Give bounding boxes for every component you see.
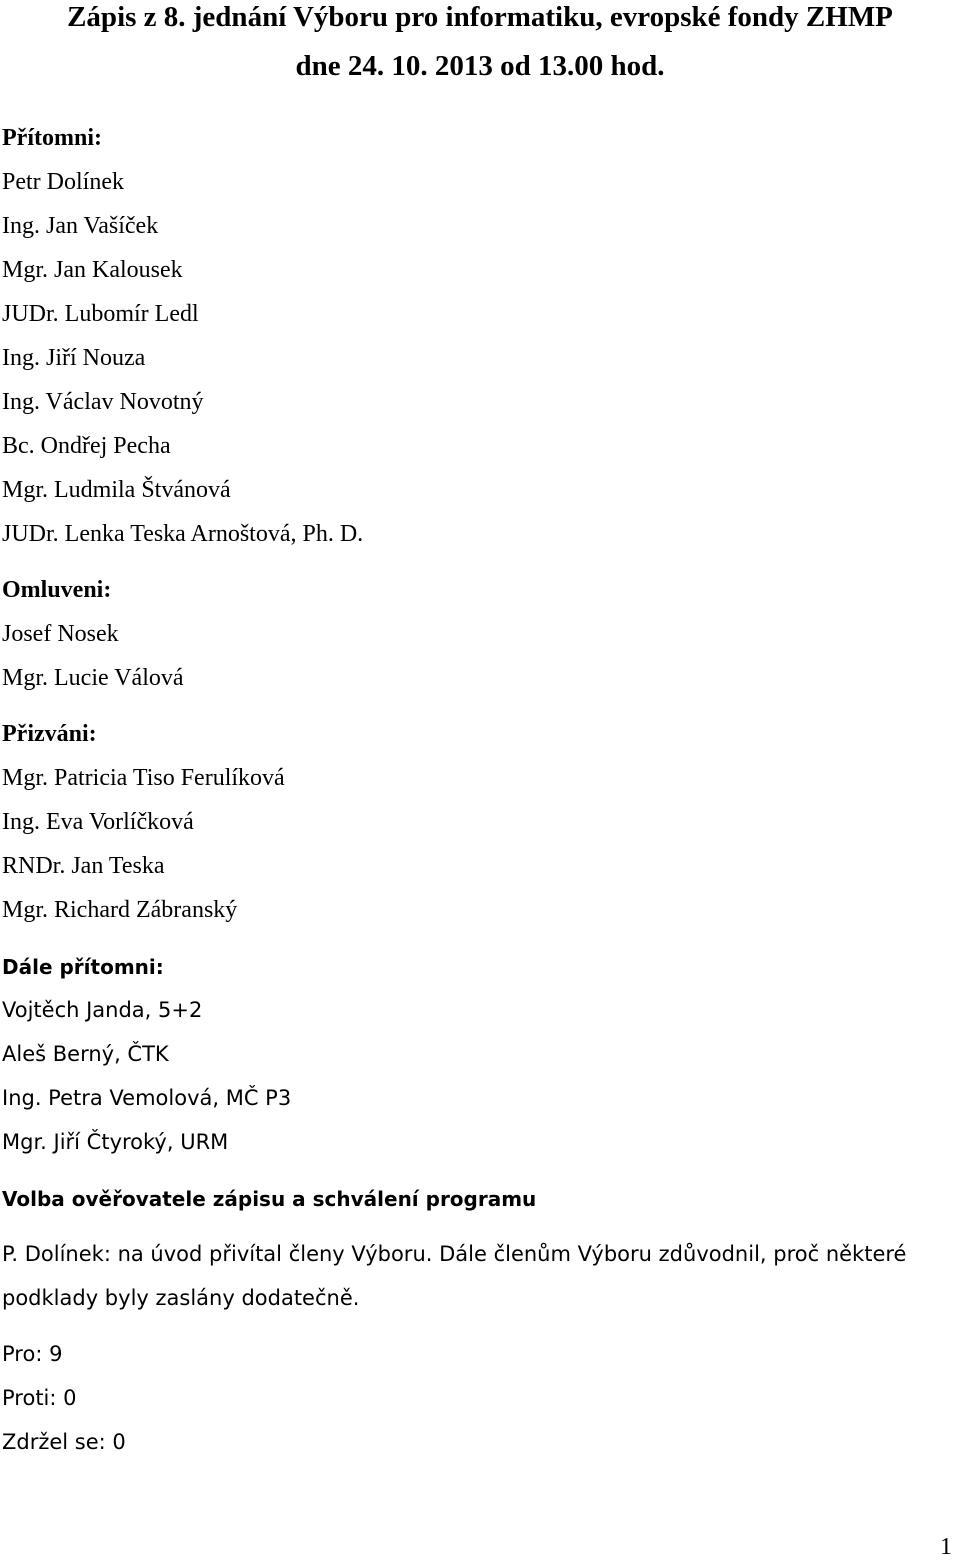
present-member: Ing. Jiří Nouza (2, 345, 146, 371)
present-member: JUDr. Lubomír Ledl (2, 301, 199, 327)
also-present-member: Vojtěch Janda, 5+2 (2, 998, 203, 1022)
present-member: Petr Dolínek (2, 169, 124, 195)
also-present-member: Aleš Berný, ČTK (2, 1042, 169, 1066)
section-heading: Volba ověřovatele zápisu a schválení programu (2, 1187, 537, 1211)
present-heading: Přítomni: (2, 125, 102, 151)
present-member: Mgr. Jan Kalousek (2, 257, 183, 283)
excused-member: Josef Nosek (2, 621, 119, 647)
invited-member: RNDr. Jan Teska (2, 853, 165, 879)
present-member: Bc. Ondřej Pecha (2, 433, 171, 459)
also-present-member: Mgr. Jiří Čtyroký, URM (2, 1130, 229, 1154)
invited-member: Mgr. Richard Zábranský (2, 897, 238, 923)
document-title: Zápis z 8. jednání Výboru pro informatiku, evropské fondy ZHMP (67, 1, 893, 33)
invited-member: Ing. Eva Vorlíčková (2, 809, 194, 835)
present-member: JUDr. Lenka Teska Arnoštová, Ph. D. (2, 521, 364, 547)
section-paragraph-line: P. Dolínek: na úvod přivítal členy Výboru. Dále členům Výboru zdůvodnil, proč některé (2, 1242, 907, 1266)
also-present-member: Ing. Petra Vemolová, MČ P3 (2, 1086, 292, 1110)
present-member: Mgr. Ludmila Štvánová (2, 477, 231, 503)
document-date: dne 24. 10. 2013 od 13.00 hod. (295, 50, 665, 82)
invited-heading: Přizváni: (2, 721, 97, 747)
excused-heading: Omluveni: (2, 577, 112, 603)
excused-member: Mgr. Lucie Válová (2, 665, 184, 691)
vote-abstain: Zdržel se: 0 (2, 1430, 126, 1454)
also-present-heading: Dále přítomni: (2, 955, 164, 979)
vote-against: Proti: 0 (2, 1386, 77, 1410)
present-member: Ing. Václav Novotný (2, 389, 204, 415)
section-paragraph-line: podklady byly zaslány dodatečně. (2, 1286, 360, 1310)
page-number: 1 (940, 1534, 952, 1560)
invited-member: Mgr. Patricia Tiso Ferulíková (2, 765, 285, 791)
vote-for: Pro: 9 (2, 1342, 63, 1366)
present-member: Ing. Jan Vašíček (2, 213, 159, 239)
